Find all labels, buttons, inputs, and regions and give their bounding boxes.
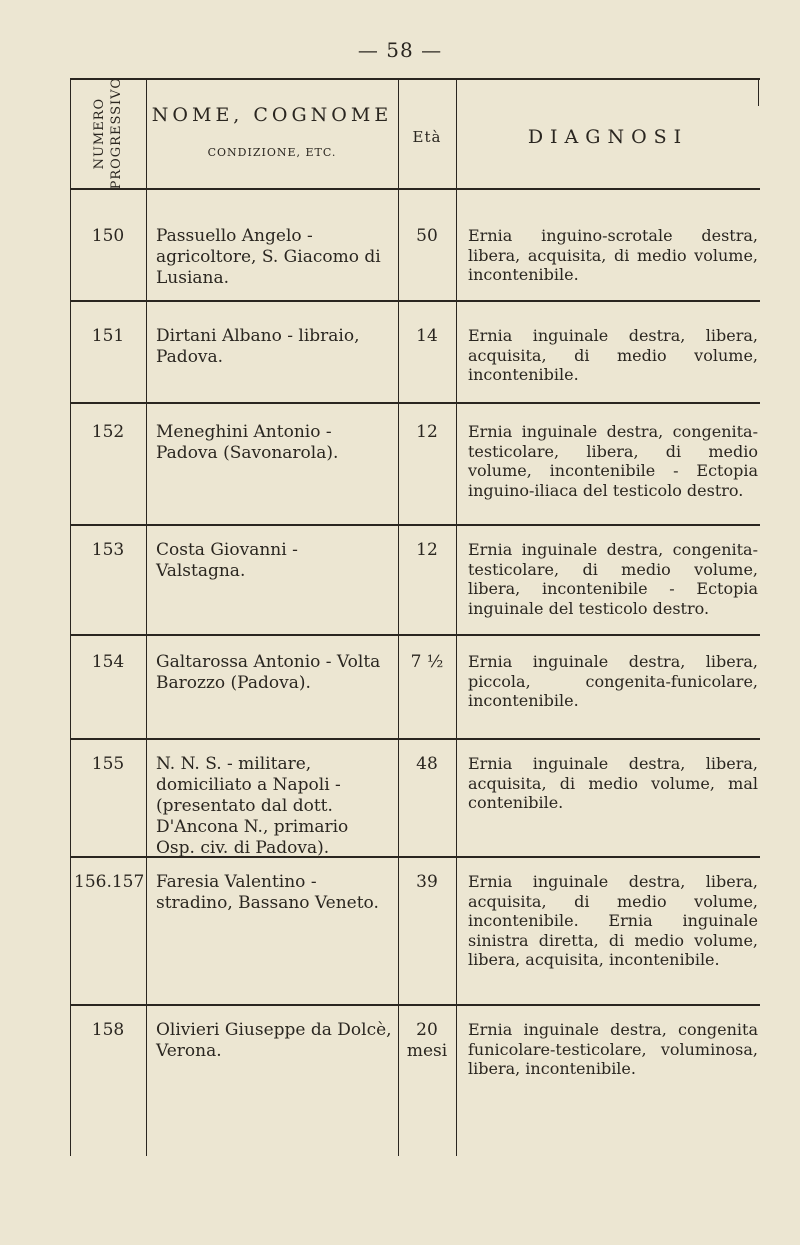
patient-age: 14	[416, 326, 438, 346]
patient-age: 39	[416, 872, 438, 892]
header-diagnosis-column: DIAGNOSI	[527, 126, 689, 148]
header-bottom-rule	[70, 188, 760, 190]
column-rule	[456, 78, 457, 1156]
patient-name: Meneghini Antonio - Padova (Savonarola).	[156, 422, 339, 463]
row-rule	[70, 738, 760, 740]
patient-age: 48	[416, 754, 438, 774]
patient-age: 7 ½	[410, 652, 444, 672]
row-rule	[70, 1004, 760, 1006]
patient-age: 12	[416, 540, 438, 560]
case-number: 156.157	[74, 872, 145, 892]
diagnosis-text: Ernia inguinale destra, congenita-testicolare, di medio volume, libera, incontenibile - Ectopia inguinale del testicolo destro.	[468, 540, 758, 618]
row-rule	[70, 402, 760, 404]
header-number-line: NUMERO	[92, 97, 107, 169]
patient-age: 20 mesi	[406, 1020, 448, 1061]
patient-name: Dirtani Albano - libraio, Padova.	[156, 326, 360, 367]
diagnosis-text: Ernia inguinale destra, congenita funicolare-testicolare, voluminosa, libera, incontenibile.	[468, 1020, 758, 1078]
patient-name: Galtarossa Antonio - Volta Barozzo (Padova).	[156, 652, 381, 693]
header-age-column: Età	[412, 128, 442, 146]
table-top-rule	[70, 78, 760, 80]
patient-name: Faresia Valentino - stradino, Bassano Veneto.	[156, 872, 379, 913]
header-number-line: PROGRESSIVO	[109, 76, 124, 190]
diagnosis-text: Ernia inguino-scrotale destra, libera, acquisita, di medio volume, incontenibile.	[468, 226, 758, 284]
diagnosis-text: Ernia inguinale destra, libera, acquisita, di medio volume, mal contenibile.	[468, 754, 758, 812]
diagnosis-text: Ernia inguinale destra, congenita-testicolare, libera, di medio volume, incontenibile - Ectopia inguino-iliaca del testicolo destro.	[468, 422, 758, 500]
header-name-subtitle: CONDIZIONE, ETC.	[207, 146, 337, 159]
hernia-case-table	[70, 78, 760, 1156]
patient-name: Costa Giovanni - Valstagna.	[156, 540, 298, 581]
case-number: 151	[91, 326, 125, 346]
patient-age: 12	[416, 422, 438, 442]
patient-name: Olivieri Giuseppe da Dolcè, Verona.	[156, 1020, 392, 1061]
case-number: 155	[91, 754, 125, 774]
row-rule	[70, 634, 760, 636]
header-name-title: NOME, COGNOME	[151, 104, 393, 126]
diagnosis-text: Ernia inguinale destra, libera, acquisita, di medio volume, incontenibile. Ernia inguinale sinistra diretta, di medio volume, libera, acquisita, incontenibile.	[468, 872, 758, 969]
page-number: — 58 —	[357, 38, 443, 62]
case-number: 152	[91, 422, 125, 442]
column-rule	[70, 78, 71, 1156]
patient-name: N. N. S. - militare, domiciliato a Napoli - (presentato dal dott. D'Ancona N., primario Osp. civ. di Padova).	[156, 754, 349, 858]
patient-age: 50	[416, 226, 438, 246]
row-rule	[70, 300, 760, 302]
column-rule	[146, 78, 147, 1156]
column-rule	[758, 78, 759, 106]
header-name-column	[146, 104, 398, 159]
row-rule	[70, 524, 760, 526]
patient-name: Passuello Angelo - agricoltore, S. Giacomo di Lusiana.	[156, 226, 381, 288]
case-number: 158	[91, 1020, 125, 1040]
case-number: 154	[91, 652, 125, 672]
diagnosis-text: Ernia inguinale destra, libera, acquisita, di medio volume, incontenibile.	[468, 326, 758, 384]
case-number: 153	[91, 540, 125, 560]
case-number: 150	[91, 226, 125, 246]
header-number-column	[70, 78, 146, 188]
diagnosis-text: Ernia inguinale destra, libera, piccola, congenita-funicolare, incontenibile.	[468, 652, 758, 710]
